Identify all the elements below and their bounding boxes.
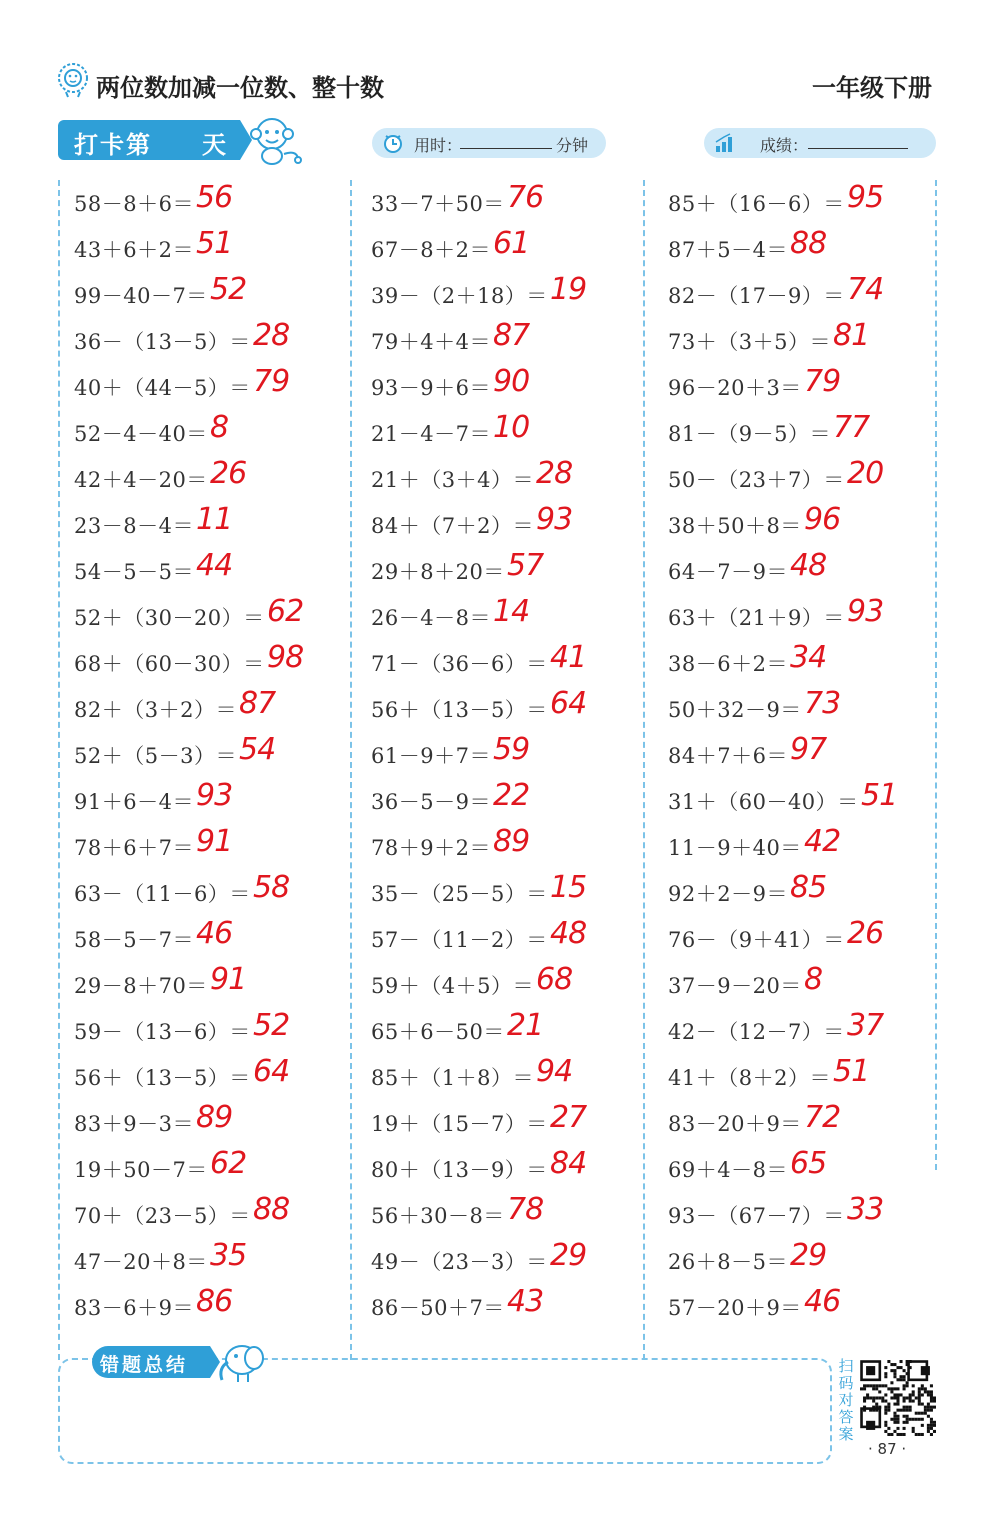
problem-expression: 84＋（7＋2）＝ — [371, 514, 534, 538]
problem-expression: 52＋（30－20）＝ — [74, 606, 265, 630]
handwritten-answer: 73 — [804, 686, 841, 721]
problem-row — [58, 778, 354, 824]
handwritten-answer: 87 — [239, 686, 276, 721]
problem-column-2 — [355, 180, 653, 1360]
problem-row — [652, 272, 948, 318]
problem-row — [652, 962, 948, 1008]
problem-row — [652, 180, 948, 226]
problem-expression: 36－5－9＝ — [371, 790, 491, 814]
handwritten-answer: 61 — [493, 226, 530, 261]
handwritten-answer: 10 — [493, 410, 530, 445]
handwritten-answer: 22 — [493, 778, 530, 813]
problem-row — [58, 1238, 354, 1284]
problem-expression: 93－（67－7）＝ — [668, 1204, 845, 1228]
handwritten-answer: 19 — [550, 272, 587, 307]
handwritten-answer: 87 — [493, 318, 530, 353]
problem-row — [652, 1146, 948, 1192]
problem-expression: 58－8＋6＝ — [74, 192, 194, 216]
problem-expression: 63＋（21＋9）＝ — [668, 606, 845, 630]
problem-row — [355, 594, 651, 640]
problem-row — [58, 640, 354, 686]
problem-row — [652, 1054, 948, 1100]
problem-row — [355, 364, 651, 410]
handwritten-answer: 11 — [196, 502, 233, 537]
problem-expression: 99－40－7＝ — [74, 284, 208, 308]
page-title: 两位数加减一位数、整十数 — [96, 74, 384, 102]
problem-expression: 21－4－7＝ — [371, 422, 491, 446]
handwritten-answer: 51 — [196, 226, 233, 261]
problem-expression: 61－9＋7＝ — [371, 744, 491, 768]
problem-expression: 36－（13－5）＝ — [74, 330, 251, 354]
problem-expression: 82＋（3＋2）＝ — [74, 698, 237, 722]
problem-expression: 26－4－8＝ — [371, 606, 491, 630]
problem-row — [58, 502, 354, 548]
handwritten-answer: 26 — [847, 916, 884, 951]
problem-row — [355, 410, 651, 456]
problem-expression: 38－6＋2＝ — [668, 652, 788, 676]
bar-chart-icon — [714, 132, 736, 154]
problem-row — [355, 180, 651, 226]
handwritten-answer: 46 — [196, 916, 233, 951]
problem-row — [652, 778, 948, 824]
handwritten-answer: 89 — [196, 1100, 233, 1135]
problem-expression: 59＋（4＋5）＝ — [371, 974, 534, 998]
problem-expression: 78＋9＋2＝ — [371, 836, 491, 860]
handwritten-answer: 62 — [267, 594, 304, 629]
handwritten-answer: 89 — [493, 824, 530, 859]
handwritten-answer: 88 — [253, 1192, 290, 1227]
problem-row — [355, 1054, 651, 1100]
problem-row — [58, 1192, 354, 1238]
problem-expression: 57－（11－2）＝ — [371, 928, 548, 952]
clock-icon — [382, 132, 404, 154]
problem-expression: 42－（12－7）＝ — [668, 1020, 845, 1044]
problem-row — [58, 226, 354, 272]
problem-row — [58, 916, 354, 962]
problem-expression: 40＋（44－5）＝ — [74, 376, 251, 400]
problem-expression: 19＋（15－7）＝ — [371, 1112, 548, 1136]
problem-row — [355, 640, 651, 686]
score-label: 成绩： — [760, 136, 809, 155]
problem-row — [652, 1100, 948, 1146]
time-unit: 分钟 — [556, 136, 589, 155]
checkin-suffix: 天 — [202, 131, 226, 159]
problem-row — [355, 732, 651, 778]
problem-row — [58, 962, 354, 1008]
problem-row — [355, 502, 651, 548]
problem-expression: 29＋8＋20＝ — [371, 560, 505, 584]
problem-row — [58, 1146, 354, 1192]
handwritten-answer: 37 — [847, 1008, 884, 1043]
handwritten-answer: 29 — [550, 1238, 587, 1273]
problem-expression: 85＋（16－6）＝ — [668, 192, 845, 216]
problem-row — [58, 456, 354, 502]
problem-row — [58, 686, 354, 732]
handwritten-answer: 93 — [536, 502, 573, 537]
problem-expression: 23－8－4＝ — [74, 514, 194, 538]
problem-row — [652, 410, 948, 456]
problem-expression: 79＋4＋4＝ — [371, 330, 491, 354]
problem-row — [652, 1008, 948, 1054]
problem-expression: 93－9＋6＝ — [371, 376, 491, 400]
problem-row — [355, 778, 651, 824]
problem-row — [652, 226, 948, 272]
handwritten-answer: 52 — [253, 1008, 290, 1043]
problem-expression: 59－（13－6）＝ — [74, 1020, 251, 1044]
problem-expression: 84＋7＋6＝ — [668, 744, 788, 768]
handwritten-answer: 26 — [210, 456, 247, 491]
problem-expression: 42＋4－20＝ — [74, 468, 208, 492]
problem-row — [652, 594, 948, 640]
handwritten-answer: 76 — [507, 180, 544, 215]
problem-row — [652, 686, 948, 732]
handwritten-answer: 15 — [550, 870, 587, 905]
problem-row — [58, 1054, 354, 1100]
problem-row — [355, 1008, 651, 1054]
problem-expression: 31＋（60－40）＝ — [668, 790, 859, 814]
problem-row — [58, 548, 354, 594]
time-field[interactable] — [372, 128, 606, 158]
problem-row — [652, 456, 948, 502]
problem-row — [58, 824, 354, 870]
problem-expression: 35－（25－5）＝ — [371, 882, 548, 906]
problem-row — [58, 180, 354, 226]
handwritten-answer: 8 — [210, 410, 229, 445]
problem-row — [355, 1192, 651, 1238]
problem-expression: 80＋（13－9）＝ — [371, 1158, 548, 1182]
handwritten-answer: 14 — [493, 594, 530, 629]
handwritten-answer: 65 — [790, 1146, 827, 1181]
handwritten-answer: 96 — [804, 502, 841, 537]
problem-expression: 21＋（3＋4）＝ — [371, 468, 534, 492]
handwritten-answer: 78 — [507, 1192, 544, 1227]
problem-row — [652, 824, 948, 870]
time-label: 用时： — [414, 136, 463, 155]
problem-row — [355, 686, 651, 732]
problem-row — [58, 1008, 354, 1054]
problem-expression: 69＋4－8＝ — [668, 1158, 788, 1182]
handwritten-answer: 81 — [833, 318, 870, 353]
problem-row — [652, 1192, 948, 1238]
problem-expression: 54－5－5＝ — [74, 560, 194, 584]
handwritten-answer: 51 — [833, 1054, 870, 1089]
handwritten-answer: 42 — [804, 824, 841, 859]
problem-expression: 41＋（8＋2）＝ — [668, 1066, 831, 1090]
problem-expression: 78＋6＋7＝ — [74, 836, 194, 860]
problem-row — [652, 1238, 948, 1284]
problem-row — [58, 272, 354, 318]
handwritten-answer: 88 — [790, 226, 827, 261]
problem-expression: 43＋6＋2＝ — [74, 238, 194, 262]
lion-logo-icon — [56, 62, 90, 98]
handwritten-answer: 98 — [267, 640, 304, 675]
score-blank-line — [808, 148, 908, 149]
problem-row — [355, 1284, 651, 1330]
handwritten-answer: 93 — [196, 778, 233, 813]
problem-row — [355, 272, 651, 318]
handwritten-answer: 28 — [253, 318, 290, 353]
handwritten-answer: 77 — [833, 410, 870, 445]
problem-row — [58, 318, 354, 364]
handwritten-answer: 91 — [196, 824, 233, 859]
problem-expression: 33－7＋50＝ — [371, 192, 505, 216]
problem-row — [355, 1146, 651, 1192]
problem-expression: 91＋6－4＝ — [74, 790, 194, 814]
problem-row — [652, 364, 948, 410]
handwritten-answer: 93 — [847, 594, 884, 629]
checkin-banner — [58, 120, 240, 160]
problem-row — [355, 318, 651, 364]
scan-caption: 扫码对答案 — [838, 1357, 854, 1443]
checkin-prefix: 打卡第 — [74, 131, 152, 159]
handwritten-answer: 21 — [507, 1008, 544, 1043]
mistake-summary-tab — [92, 1346, 210, 1378]
problem-row — [58, 732, 354, 778]
handwritten-answer: 28 — [536, 456, 573, 491]
handwritten-answer: 58 — [253, 870, 290, 905]
problem-expression: 82－（17－9）＝ — [668, 284, 845, 308]
problem-expression: 83－20＋9＝ — [668, 1112, 802, 1136]
grade-label: 一年级下册 — [812, 74, 932, 102]
handwritten-answer: 64 — [550, 686, 587, 721]
problem-expression: 73＋（3＋5）＝ — [668, 330, 831, 354]
problem-expression: 50＋32－9＝ — [668, 698, 802, 722]
handwritten-answer: 86 — [196, 1284, 233, 1319]
handwritten-answer: 33 — [847, 1192, 884, 1227]
handwritten-answer: 51 — [861, 778, 898, 813]
problem-expression: 26＋8－5＝ — [668, 1250, 788, 1274]
monkey-icon — [248, 114, 304, 166]
handwritten-answer: 97 — [790, 732, 827, 767]
problem-row — [58, 870, 354, 916]
handwritten-answer: 35 — [210, 1238, 247, 1273]
problem-row — [355, 1100, 651, 1146]
problem-row — [652, 548, 948, 594]
problem-row — [355, 962, 651, 1008]
handwritten-answer: 68 — [536, 962, 573, 997]
handwritten-answer: 62 — [210, 1146, 247, 1181]
problem-row — [355, 226, 651, 272]
problem-expression: 57－20＋9＝ — [668, 1296, 802, 1320]
problem-row — [652, 1284, 948, 1330]
mistake-summary-label: 错题总结 — [100, 1354, 189, 1376]
problem-expression: 70＋（23－5）＝ — [74, 1204, 251, 1228]
problem-row — [355, 456, 651, 502]
problem-expression: 68＋（60－30）＝ — [74, 652, 265, 676]
problem-expression: 52－4－40＝ — [74, 422, 208, 446]
handwritten-answer: 95 — [847, 180, 884, 215]
problem-expression: 81－（9－5）＝ — [668, 422, 831, 446]
handwritten-answer: 94 — [536, 1054, 573, 1089]
handwritten-answer: 72 — [804, 1100, 841, 1135]
handwritten-answer: 84 — [550, 1146, 587, 1181]
handwritten-answer: 90 — [493, 364, 530, 399]
problem-expression: 92＋2－9＝ — [668, 882, 788, 906]
handwritten-answer: 48 — [550, 916, 587, 951]
problem-row — [355, 870, 651, 916]
handwritten-answer: 54 — [239, 732, 276, 767]
handwritten-answer: 57 — [507, 548, 544, 583]
handwritten-answer: 41 — [550, 640, 587, 675]
time-blank-line — [460, 148, 552, 149]
problem-expression: 65＋6－50＝ — [371, 1020, 505, 1044]
problem-expression: 71－（36－6）＝ — [371, 652, 548, 676]
problem-expression: 47－20＋8＝ — [74, 1250, 208, 1274]
problem-expression: 19＋50－7＝ — [74, 1158, 208, 1182]
qr-code-icon[interactable] — [860, 1360, 936, 1436]
handwritten-answer: 48 — [790, 548, 827, 583]
problem-column-3 — [652, 180, 950, 1360]
problem-row — [652, 318, 948, 364]
problem-row — [58, 410, 354, 456]
problem-row — [652, 870, 948, 916]
problem-expression: 11－9＋40＝ — [668, 836, 802, 860]
handwritten-answer: 46 — [804, 1284, 841, 1319]
problem-expression: 83－6＋9＝ — [74, 1296, 194, 1320]
handwritten-answer: 29 — [790, 1238, 827, 1273]
problem-expression: 38＋50＋8＝ — [668, 514, 802, 538]
problem-expression: 63－（11－6）＝ — [74, 882, 251, 906]
problem-expression: 64－7－9＝ — [668, 560, 788, 584]
handwritten-answer: 27 — [550, 1100, 587, 1135]
handwritten-answer: 56 — [196, 180, 233, 215]
handwritten-answer: 44 — [196, 548, 233, 583]
problem-expression: 67－8＋2＝ — [371, 238, 491, 262]
problem-expression: 96－20＋3＝ — [668, 376, 802, 400]
handwritten-answer: 59 — [493, 732, 530, 767]
handwritten-answer: 43 — [507, 1284, 544, 1319]
problem-expression: 56＋30－8＝ — [371, 1204, 505, 1228]
problem-expression: 52＋（5－3）＝ — [74, 744, 237, 768]
handwritten-answer: 8 — [804, 962, 823, 997]
elephant-icon — [214, 1338, 268, 1384]
problem-expression: 85＋（1＋8）＝ — [371, 1066, 534, 1090]
problem-row — [355, 916, 651, 962]
handwritten-answer: 79 — [804, 364, 841, 399]
page-number: · 87 · — [868, 1440, 907, 1458]
problem-row — [652, 640, 948, 686]
problem-expression: 76－（9＋41）＝ — [668, 928, 845, 952]
problem-row — [58, 364, 354, 410]
problem-expression: 56＋（13－5）＝ — [74, 1066, 251, 1090]
problem-expression: 56＋（13－5）＝ — [371, 698, 548, 722]
handwritten-answer: 20 — [847, 456, 884, 491]
problem-expression: 39－（2＋18）＝ — [371, 284, 548, 308]
problem-row — [652, 502, 948, 548]
problem-row — [355, 824, 651, 870]
problem-row — [58, 1284, 354, 1330]
problem-expression: 58－5－7＝ — [74, 928, 194, 952]
problem-row — [355, 1238, 651, 1284]
problem-expression: 87＋5－4＝ — [668, 238, 788, 262]
problem-row — [58, 594, 354, 640]
problem-column-1 — [58, 180, 356, 1360]
handwritten-answer: 52 — [210, 272, 247, 307]
score-field[interactable] — [704, 128, 936, 158]
problem-expression: 37－9－20＝ — [668, 974, 802, 998]
problem-expression: 83＋9－3＝ — [74, 1112, 194, 1136]
handwritten-answer: 79 — [253, 364, 290, 399]
problem-expression: 49－（23－3）＝ — [371, 1250, 548, 1274]
handwritten-answer: 64 — [253, 1054, 290, 1089]
handwritten-answer: 91 — [210, 962, 247, 997]
problem-row — [652, 732, 948, 778]
handwritten-answer: 34 — [790, 640, 827, 675]
problem-row — [355, 548, 651, 594]
problem-expression: 50－（23＋7）＝ — [668, 468, 845, 492]
problem-expression: 86－50＋7＝ — [371, 1296, 505, 1320]
problem-expression: 29－8＋70＝ — [74, 974, 208, 998]
problem-row — [652, 916, 948, 962]
handwritten-answer: 85 — [790, 870, 827, 905]
handwritten-answer: 74 — [847, 272, 884, 307]
problem-row — [58, 1100, 354, 1146]
